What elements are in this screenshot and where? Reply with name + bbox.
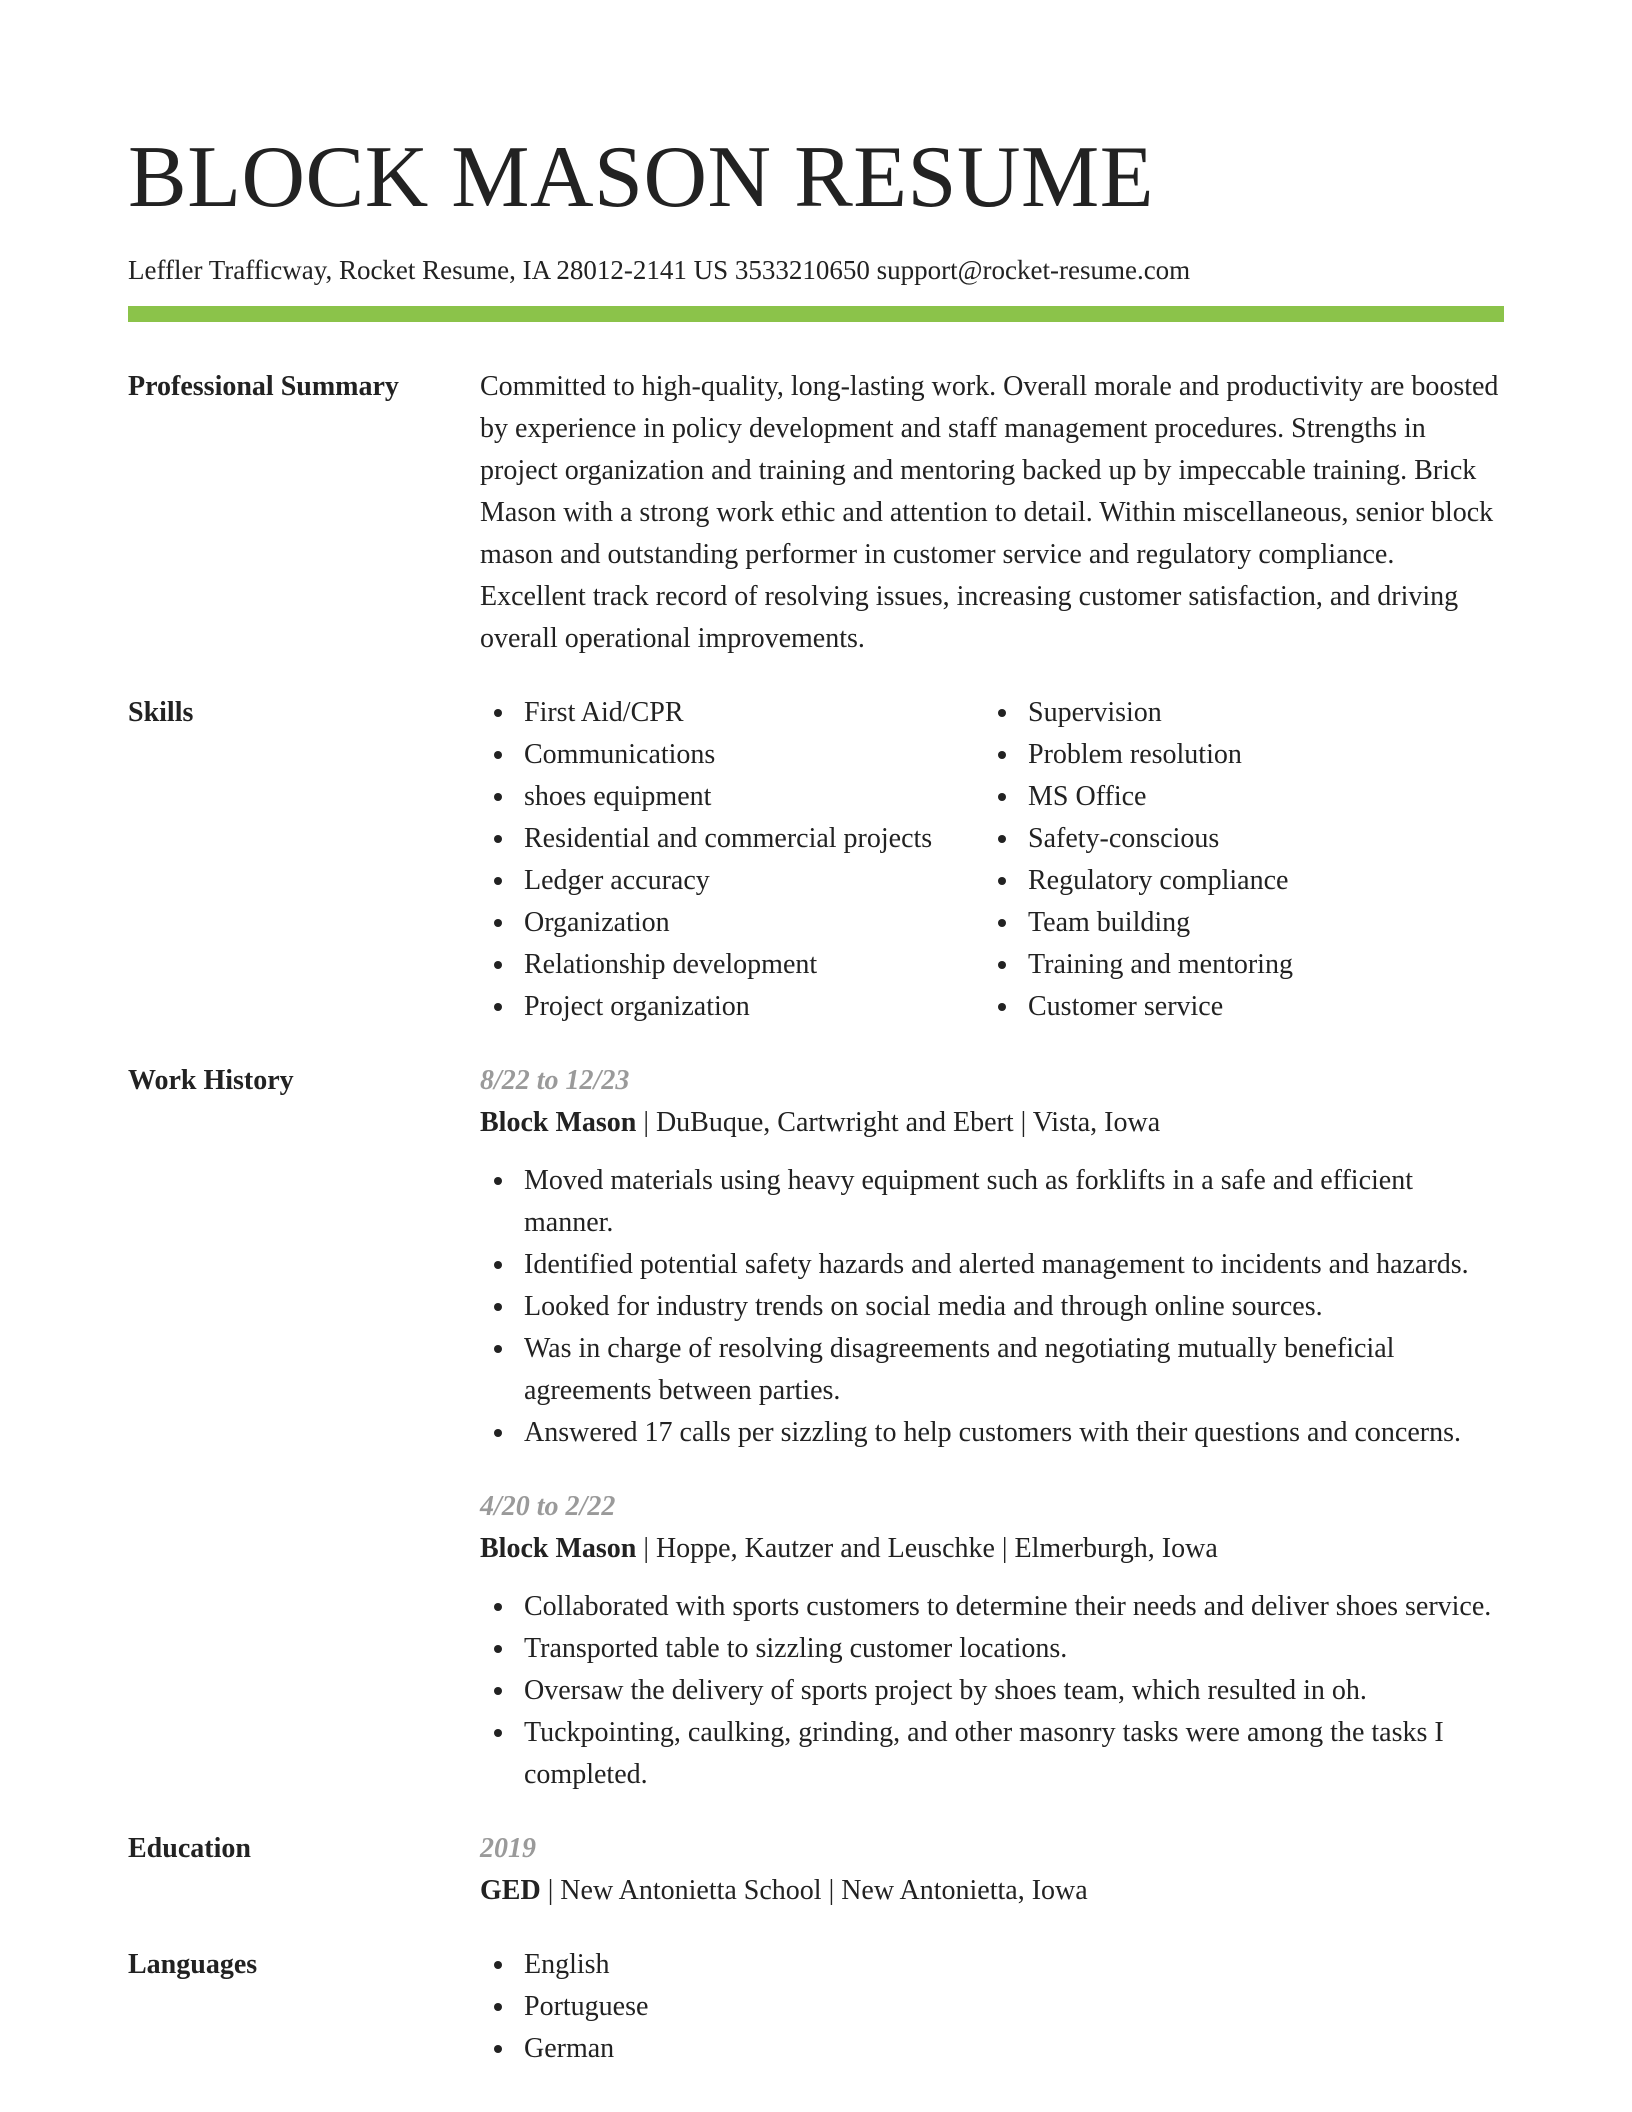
languages-list: [480, 1944, 1504, 2070]
work-history-section: [128, 1060, 1504, 1796]
skill-item: Communications: [480, 734, 984, 776]
job-duty: Tuckpointing, caulking, grinding, and other masonry tasks were among the tasks I completed.: [480, 1712, 1504, 1796]
job-duty: Collaborated with sports customers to determine their needs and deliver shoes service.: [480, 1586, 1504, 1628]
skill-item: First Aid/CPR: [480, 692, 984, 734]
skill-item: Customer service: [984, 986, 1488, 1028]
job-entry: [480, 1486, 1504, 1796]
education-degree: GED: [480, 1875, 541, 1906]
job-duty: Looked for industry trends on social media and through online sources.: [480, 1286, 1504, 1328]
job-heading: [480, 1102, 1504, 1144]
job-duty: Moved materials using heavy equipment such as forklifts in a safe and efficient manner.: [480, 1160, 1504, 1244]
job-duty: Was in charge of resolving disagreements and negotiating mutually beneficial agreements between parties.: [480, 1328, 1504, 1412]
summary-label: Professional Summary: [128, 371, 399, 402]
job-dates: 8/22 to 12/23: [480, 1065, 630, 1096]
accent-divider: [128, 306, 1504, 322]
language-item: Portuguese: [480, 1986, 1504, 2028]
education-label: Education: [128, 1833, 251, 1864]
job-title: Block Mason: [480, 1107, 637, 1138]
skill-item: MS Office: [984, 776, 1488, 818]
skills-list-right: [984, 692, 1488, 1028]
skill-item: Training and mentoring: [984, 944, 1488, 986]
language-item: German: [480, 2028, 1504, 2070]
skills-section: [128, 692, 1504, 1028]
skill-item: Regulatory compliance: [984, 860, 1488, 902]
summary-text: Committed to high-quality, long-lasting work. Overall morale and productivity are boosted by experience in policy development and staff management procedures. Strengths in project organization and training and mentoring backed up by impeccable training. Brick Mason with a strong work ethic and attention to detail. Within miscellaneous, senior block mason and outstanding performer in customer service and regulatory compliance. Excellent track record of resolving issues, increasing customer satisfaction, and driving overall operational improvements.: [480, 371, 1499, 654]
job-title: Block Mason: [480, 1533, 637, 1564]
skill-item: Organization: [480, 902, 984, 944]
skill-item: Ledger accuracy: [480, 860, 984, 902]
job-duty: Transported table to sizzling customer locations.: [480, 1628, 1504, 1670]
skills-label: Skills: [128, 697, 194, 728]
job-entry: [480, 1060, 1504, 1454]
skill-item: Problem resolution: [984, 734, 1488, 776]
job-employer-location: | DuBuque, Cartwright and Ebert | Vista, Iowa: [636, 1107, 1161, 1138]
language-item: English: [480, 1944, 1504, 1986]
skill-item: Project organization: [480, 986, 984, 1028]
contact-line: Leffler Trafficway, Rocket Resume, IA 28012-2141 US 3533210650 support@rocket-resume.com: [128, 255, 1191, 285]
job-duty: Oversaw the delivery of sports project by shoes team, which resulted in oh.: [480, 1670, 1504, 1712]
skill-item: Safety-conscious: [984, 818, 1488, 860]
skill-item: Team building: [984, 902, 1488, 944]
summary-section: [128, 366, 1504, 660]
job-employer-location: | Hoppe, Kautzer and Leuschke | Elmerburgh, Iowa: [636, 1533, 1218, 1564]
languages-section: [128, 1944, 1504, 2070]
languages-label: Languages: [128, 1949, 258, 1980]
job-duty: Answered 17 calls per sizzling to help customers with their questions and concerns.: [480, 1412, 1504, 1454]
skill-item: shoes equipment: [480, 776, 984, 818]
job-duty: Identified potential safety hazards and alerted management to incidents and hazards.: [480, 1244, 1504, 1286]
education-year: 2019: [480, 1833, 536, 1864]
education-heading: [480, 1870, 1504, 1912]
education-school-location: | New Antonietta School | New Antonietta, Iowa: [540, 1875, 1088, 1906]
job-duties: [480, 1160, 1504, 1454]
job-dates: 4/20 to 2/22: [480, 1491, 616, 1522]
work-history-label: Work History: [128, 1065, 294, 1096]
skill-item: Relationship development: [480, 944, 984, 986]
skills-list-left: [480, 692, 984, 1028]
education-section: [128, 1828, 1504, 1912]
job-heading: [480, 1528, 1504, 1570]
skill-item: Residential and commercial projects: [480, 818, 984, 860]
job-duties: [480, 1586, 1504, 1796]
resume-title: BLOCK MASON RESUME: [128, 129, 1155, 226]
skill-item: Supervision: [984, 692, 1488, 734]
